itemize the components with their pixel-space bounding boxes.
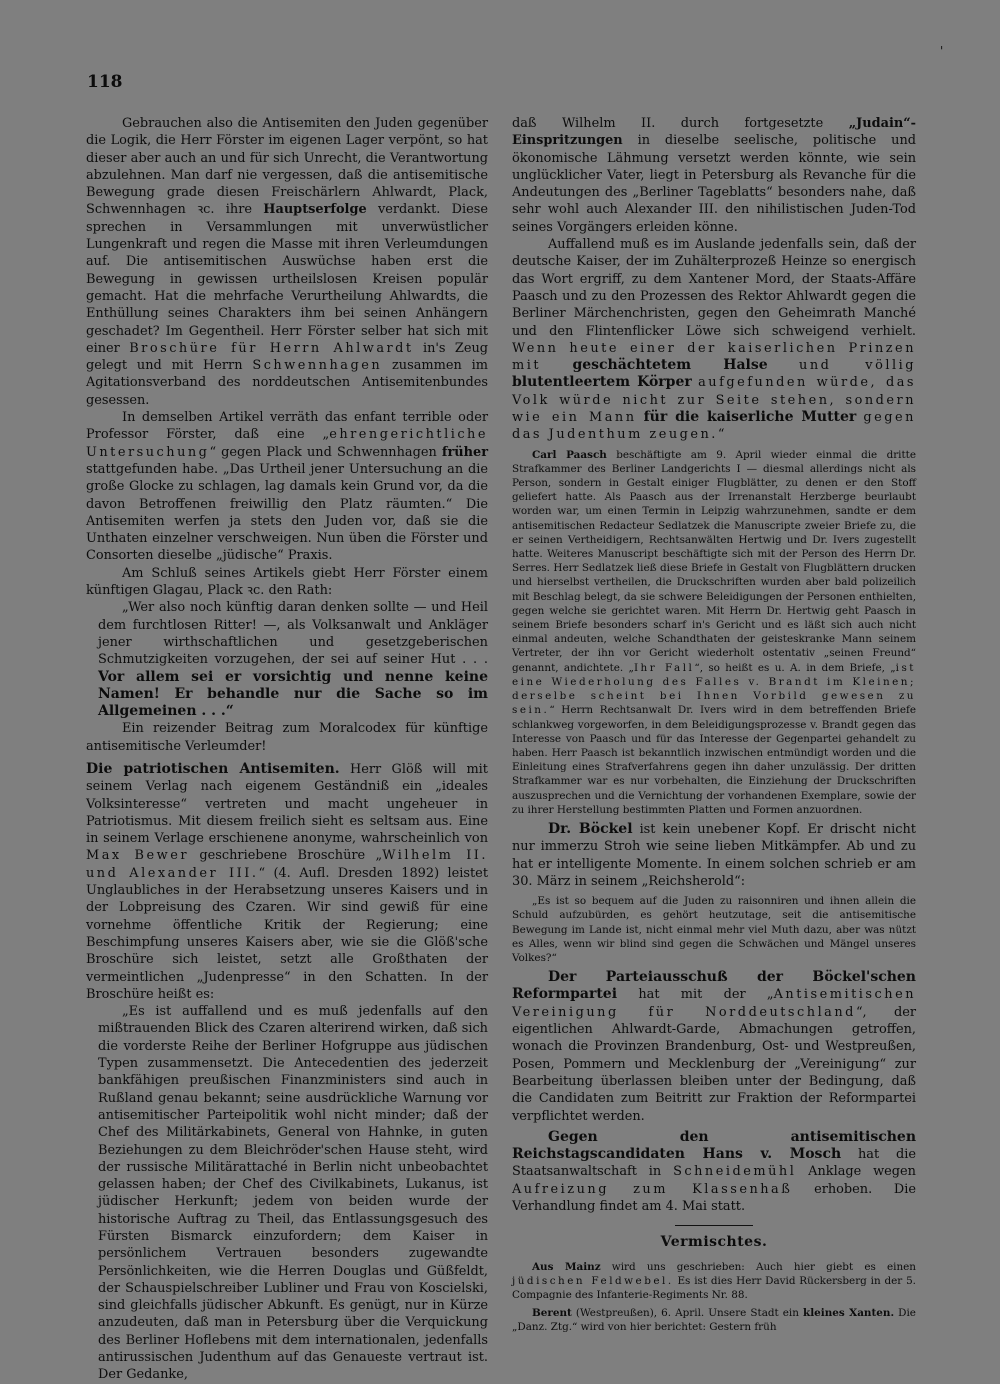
text: (Westpreußen), 6. April. Unsere Stadt ein [575,1307,799,1320]
quote [86,599,488,720]
right-column [512,115,916,1335]
small-paragraph [512,448,916,817]
paragraph [86,409,488,565]
paragraph: Am Schluß seines Artikels giebt Herr Förster einem künftigen Glagau, Plack ꝛc. den Rath: [86,565,488,599]
emphasis: für die kaiserliche Mutter [643,409,857,426]
text: “ (4. Aufl. Dresden 1892) leistet Unglaubliches in der Herabsetzung unseres Kaisers und in der Lobpreisung des Czaren. Wir sind gewiß für eine vornehme öffentliche Kritik der Regierung; eine Beschimpfung unseres Kaisers aber, wie sie die Glöß'sche Broschüre sich leistet, setzt alle Großthaten der vermeintlichen „Judenpresse“ in den Schatten. In der Broschüre heißt es: [86,865,488,1002]
quote: „Es ist auffallend und es muß jedenfalls auf den mißtrauenden Blick des Czaren alterirend wirken, daß sich die vorderste Reihe der Berliner Hofgruppe aus jüdischen Typen zusammensetzt. Die Antecedentien des jederzeit bankfähigen preußischen Finanzministers sind auch in Rußland genau bekannt; seine ausdrückliche Warnung vor antisemitischer Parteipolitik wohl nicht minder; daß der Chef des Militärkabinets, General von Hahnke, in guten Beziehungen zu dem Bleichröder'schen Hause steht, wird der russische Militärattaché in Berlin nicht unbeobachtet gelassen haben; der Chef des Civilkabinets, Lukanus, ist jüdischer Herkunft; jedem von beiden wurde der historische Auftrag zu Theil, das Entlassungsgesuch des Fürsten Bismarck einzufordern; dem Kaiser in persönlichem Vertrauen besonders zugewandte Persönlichkeiten, wie die Herren Douglas und Güßfeldt, der Schauspielschreiber Lubliner und Frau von Koscielski, sind gleichfalls jüdischer Abkunft. Es genügt, nur in Kürze anzudeuten, daß man in Petersburg über die Verquickung des Berliner Hoflebens mit dem internationalen, jedenfalls antirussischen Judenthum auf das Genaueste vertraut ist. Der Gedanke, [98,1004,488,1383]
text: „Wer also noch künftig daran denken sollte — und Heil dem furchtlosen Ritter! —, als Volksanwalt und Ankläger jener wirthschaftlichen und gesetzgeberischen Schmutzigkeiten vorzugehen, der sei auf seiner Hut . . . [98,600,488,668]
small-quote: „Es ist so bequem auf die Juden zu raisonniren und ihnen allein die Schuld aufzubürden, es gehört heutzutage, seit die antisemitische Bewegung im Lande ist, nicht einmal mehr viel Muth dazu, aber was nützt es Alles, wenn wir blind sind gegen die Schwächen und Mängel unseres Volkes?“ [512,895,916,964]
text: Gebrauchen also die Antisemiten den Juden gegenüber die Logik, die Herr Förster im eigenen Lager verpönt, so hat dieser aber auch an und für sich Unrecht, die Verantwortung abzulehnen. Man darf nie vergessen, daß die antisemitische Bewegung grade diesen Freischärlern Ahlwardt, Plack, Schwennhagen ꝛc. ihre [86,116,488,218]
spaced-text: ist eine Wiederholung des Falles v. Brandt im Kleinen; derselbe scheint bei Ihnen Vorbild gewesen zu sein. [512,661,916,717]
paragraph [512,821,916,890]
emphasis: „Judain“-Einspritzungen [512,116,916,149]
emphasis: kleines Xanten. [803,1307,895,1320]
text: in dieselbe seelische, politische und ökonomische Lähmung versetzt werden könnte, wie sein unglücklicher Vater, liegt in Petersburg als Revanche für die Andeutungen des „Berliner Tageblatts“ besonders nahe, daß sehr wohl auch Alexander III. den nihilistischen Juden-Tod seines Vorgängers erleiden könne. [512,133,916,235]
paragraph: Ein reizender Beitrag zum Moralcodex für künftige antisemitische Verleumder! [86,721,488,754]
spaced-text: ehrengerichtliche Untersuchung [86,427,488,460]
emphasis: Vor allem sei er vorsichtig und nenne keine Namen! Er behandle nur die Sache so im Allgemeinen . . .“ [98,668,488,720]
emphasis: geschächtetem Halse [572,357,768,374]
paragraph [512,236,916,444]
spaced-text: Max Bewer [86,848,189,864]
small-paragraph [512,1306,916,1334]
left-column [86,115,488,1384]
text: “, der eigentlichen Ahlwardt-Garde, Abmachungen getroffen, wonach die Provinzen Brandenburg, Ost- und Westpreußen, Posen, Pommern und Mecklenburg der „Vereinigung“ zur Bearbeitung überlassen bleiben unter der Bedingung, daß die Candidaten zum Beitritt zur Fraktion der Reformpartei verpflichtet werden. [512,1004,917,1124]
text: “, so heißt es u. A. in dem Briefe, „ [694,661,896,674]
divider [675,1225,753,1226]
emphasis: Der Parteiausschuß der Böckel'schen Reformpartei [512,969,916,1003]
text: erhoben. Die Verhandlung findet am 4. Mai statt. [512,1181,916,1214]
text: Die „Danz. Ztg.“ wird von hier berichtet: Gestern früh [512,1307,916,1334]
spaced-text: Antisemitischen Vereinigung für Norddeutschland [512,987,916,1020]
emphasis: Gegen den antisemitischen Reichstagscandidaten Hans v. Mosch [512,1128,916,1163]
text: “ [717,427,725,443]
spaced-text: Aufreizung zum Klassenhaß [512,1181,793,1197]
text: “ Herrn Rechtsanwalt Dr. Ivers wird in dem betreffenden Briefe schlankweg vorgeworfen, in dem Beleidigungsprozesse v. Brandt gegen das Interesse von Paasch und für das Interesse der Gegenpartei gehandelt zu haben. Herr Paasch ist bekanntlich inzwischen entmündigt worden und die Einleitung eines Strafverfahrens gegen ihn daher unzulässig. Der dritten Strafkammer war es nur vorbehalten, die Einziehung der Druckschriften auszusprechen und die Vernichtung der vorhandenen Exemplare, sowie der zu ihrer Herstellung bestimmten Platten und Formen anzuordnen. [512,704,916,816]
emphasis: Aus Mainz [532,1260,601,1273]
emphasis: früher [441,444,488,460]
small-paragraph [512,1260,916,1303]
text: hat die Staatsanwaltschaft in [512,1147,916,1180]
spaced-text: Wilhelm II. und Alexander III. [86,848,488,881]
text: “ gegen Plack und Schwennhagen [209,444,437,460]
emphasis: Hauptserfolge [263,202,367,218]
page-number: 118 [87,72,123,92]
text: In demselben Artikel verräth das enfant terrible oder Professor Förster, daß eine „ [86,410,488,443]
text: geschriebene Broschüre „ [199,848,383,864]
text: beschäftigte am 9. April wieder einmal die dritte Strafkammer des Berliner Landgerichts I — diesmal allerdings nicht als Person, sondern in Gestalt einiger Flugblätter, zu denen er den Stoff geliefert hatte. Als Paasch aus der Irrenanstalt Herzberge beurlaubt worden war, um einen Termin in Leipzig wahrzunehmen, sandte er dem antisemitischen Redacteur Sedlatzek die Manuscripte zweier Briefe zu, die er seinen Vertheidigern, Rechtsanwälten Hertwig und Dr. Ivers zugestellt hatte. Weiteres Manuscript beschäftigte sich mit der Person des Herrn Dr. Serres. Herr Sedlatzek ließ diese Briefe in Gestalt von Flugblättern drucken und hierselbst vertheilen, die Druckschriften wurden aber bald polizeilich mit Beschlag belegt, da sie schwere Beleidigungen der Personen enthielten, gegen welche sie gerichtet waren. Mit Herrn Dr. Hertwig geht Paasch in seinem Briefe besonders scharf in's Gericht und es läßt sich auch nicht einmal andeuten, welche Schandthaten der geisteskranke Mann seinem Vertreter, der ihn vor Gericht wiederholt ostentativ „seinen Freund“ genannt, andichtete. „ [512,448,917,674]
emphasis: Berent [532,1307,572,1320]
spaced-text: gegen das Judenthum zeugen. [512,410,916,443]
emphasis: Carl Paasch [532,448,607,461]
text: Herr Glöß will mit seinem Verlag nach eigenem Geständniß ein „ideales Volksinteresse“ vertreten und macht ungeheuer in Patriotismus. Mit diesem freilich sieht es seltsam aus. Eine in seinem Verlage erschienene anonyme, wahrscheinlich von [86,761,488,847]
text: hat mit der „ [638,987,774,1003]
section-heading: Vermischtes. [660,1234,768,1251]
spaced-text: Wenn heute einer der kaiserlichen Prinzen mit [512,340,916,374]
spaced-text: Ihr Fall [633,661,695,674]
spaced-text: Broschüre für Herrn Ahlwardt [129,340,414,356]
text: in's Zeug gelegt und mit Herrn [86,340,489,374]
text: Es ist dies Herr David Rückersberg in der 5. Compagnie des Infanterie-Regiments Nr. 88. [512,1274,916,1301]
spaced-text: Schneidemühl [673,1164,797,1180]
paragraph [512,1129,916,1215]
emphasis: blutentleertem Körper [512,374,692,391]
text: daß Wilhelm II. durch fortgesetzte [512,116,824,131]
text: ist kein unebener Kopf. Er drischt nicht nur immerzu Stroh wie seine lieben Mitkämpfer. Ab und zu hat er intelligente Momente. In einem solchen schrieb er am 30. März in seinem „Reichsherold“: [512,821,916,889]
spaced-text: Schwennhagen [252,358,383,374]
text: Anklage wegen [808,1164,916,1180]
paragraph [512,969,916,1125]
emphasis: Dr. Böckel [548,820,633,837]
text: wird uns geschrieben: Auch hier giebt es einen [611,1260,916,1273]
paragraph [86,761,488,1003]
spaced-text: aufgefunden würde, das Volk würde nicht zur Seite stehen, sondern wie ein Mann [512,375,916,426]
text: zusammen im Agitationsverband des norddeutschen Antisemitenbundes gesessen. [86,358,488,408]
corner-mark: ' [940,44,944,58]
paragraph [86,115,488,409]
text: Auffallend muß es im Auslande jedenfalls sein, daß der deutsche Kaiser, der im Zuhälterprozeß Heinze so energisch das Wort ergriff, zu dem Xantener Mord, der Staats-Affäre Paasch und zu den Prozessen des Rektor Ahlwardt gegen die Berliner Märchenchristen, gegen den Geheimrath Manché und den Flintenflicker Löwe sich schweigend verhielt. [512,237,916,339]
spaced-text: jüdischen Feldwebel. [512,1274,674,1287]
paragraph [512,115,916,236]
text: verdankt. Diese sprechen in Versammlungen mit unverwüstlicher Lungenkraft und regen die Masse mit ihren Verleumdungen auf. Die antisemitischen Auswüchse haben erst die Bewegung in gewissen urtheilslosen Kreisen populär gemacht. Hat die mehrfache Verurtheilung Ahlwardts, die Enthüllung seines Charakters ihm bei seinen Anhängern geschadet? Im Gegentheil. Herr Förster selber hat sich mit einer [86,202,488,356]
spaced-text: und völlig [799,358,916,374]
section-title: Die patriotischen Antisemiten. [86,760,340,777]
text: stattgefunden habe. „Das Urtheil jener Untersuchung an die große Glocke zu schlagen, lag damals kein Grund vor, da die davon Betroffenen freiwillig den Platz räumten.“ Die Antisemiten werfen ja stets den Juden vor, daß sie die Unthaten einzelner verschweigen. Nun üben die Förster und Consorten dieselbe „jüdische“ Praxis. [86,461,488,564]
